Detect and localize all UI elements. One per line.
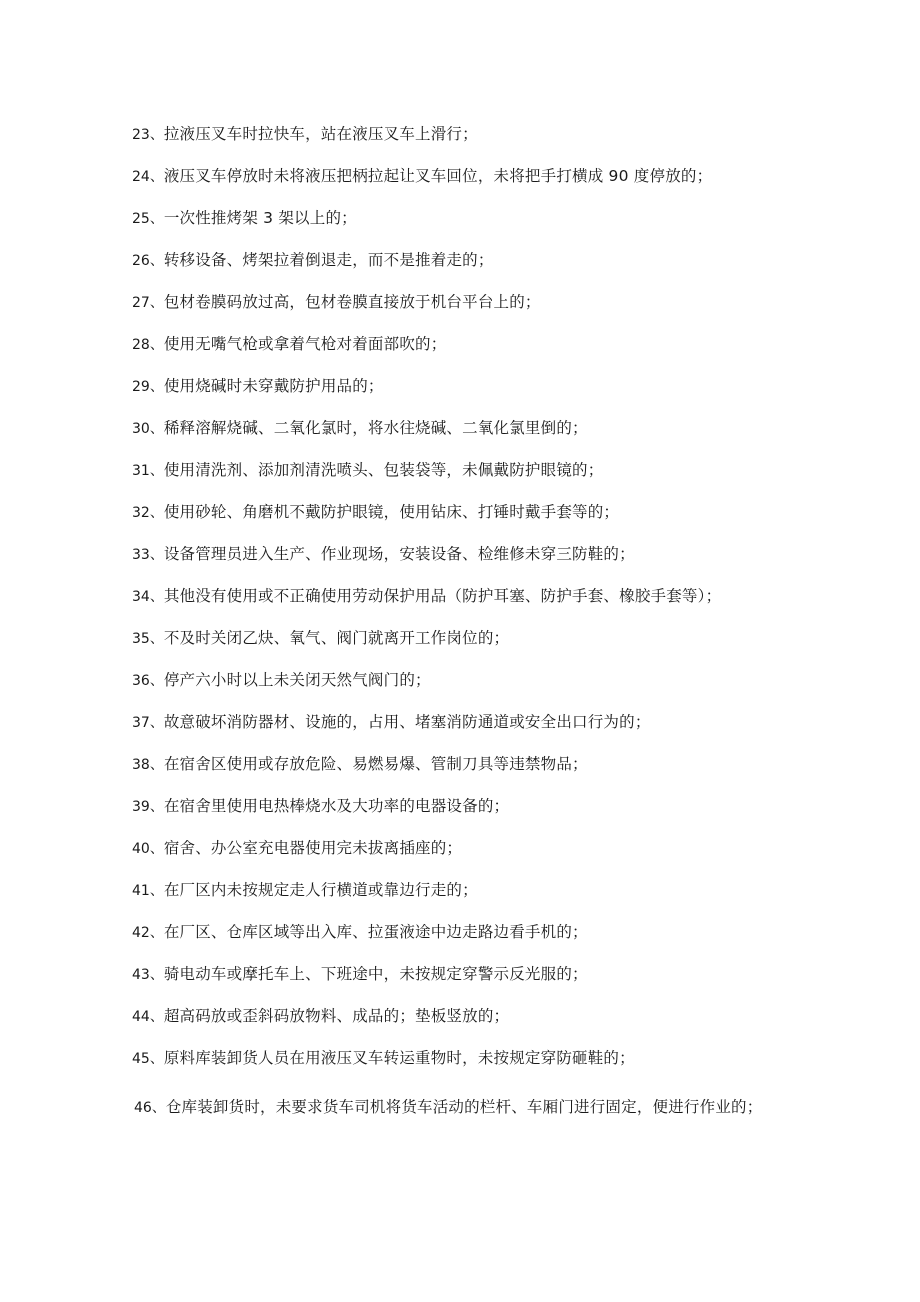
item-number: 35、 [132, 631, 164, 647]
list-item [0, 412, 920, 454]
item-text: 原料库装卸货人员在用液压叉车转运重物时，未按规定穿防砸鞋的； [163, 1049, 635, 1067]
item-number: 44、 [132, 1009, 164, 1025]
list-item [0, 748, 920, 790]
item-number: 42、 [132, 925, 164, 941]
list-item [0, 328, 920, 370]
item-text: 使用清洗剂、添加剂清洗喷头、包装袋等，未佩戴防护眼镜的； [163, 461, 604, 479]
item-text: 使用无嘴气枪或拿着气枪对着面部吹的； [163, 335, 447, 353]
list-item [0, 202, 920, 244]
list-item [0, 1042, 920, 1084]
list-item [0, 118, 920, 160]
item-text: 不及时关闭乙炔、氧气、阀门就离开工作岗位的； [163, 629, 510, 647]
item-number: 39、 [132, 799, 164, 815]
item-number: 25、 [132, 211, 164, 227]
item-text: 超高码放或歪斜码放物料、成品的；垫板竖放的； [163, 1007, 510, 1025]
item-text: 仓库装卸货时，未要求货车司机将货车活动的栏杆、车厢门进行固定，便进行作业的； [165, 1098, 763, 1116]
item-number: 45、 [132, 1051, 164, 1067]
item-text: 在宿舍里使用电热棒烧水及大功率的电器设备的； [163, 797, 510, 815]
list-item [0, 454, 920, 496]
item-text: 在厂区、仓库区域等出入库、拉蛋液途中边走路边看手机的； [163, 923, 588, 941]
item-number: 26、 [132, 253, 164, 269]
list-item [0, 874, 920, 916]
item-text: 一次性推烤架 3 架以上的； [163, 209, 357, 227]
item-text: 使用砂轮、角磨机不戴防护眼镜，使用钻床、打锤时戴手套等的； [163, 503, 620, 521]
item-number: 40、 [132, 841, 164, 857]
item-text: 拉液压叉车时拉快车，站在液压叉车上滑行； [163, 125, 478, 143]
item-text: 停产六小时以上未关闭天然气阀门的； [163, 671, 431, 689]
item-number: 24、 [132, 169, 164, 185]
list-item [0, 244, 920, 286]
item-number: 29、 [132, 379, 164, 395]
list-item [0, 286, 920, 328]
list-item [0, 1000, 920, 1042]
item-text: 稀释溶解烧碱、二氧化氯时，将水往烧碱、二氧化氯里倒的； [163, 419, 588, 437]
item-number: 43、 [132, 967, 164, 983]
item-text: 其他没有使用或不正确使用劳动保护用品（防护耳塞、防护手套、橡胶手套等）； [163, 587, 722, 605]
list-item [0, 496, 920, 538]
list-item [0, 958, 920, 1000]
rules-list [0, 118, 920, 1129]
item-number: 38、 [132, 757, 164, 773]
list-item [0, 790, 920, 832]
list-item [0, 832, 920, 874]
item-number: 36、 [132, 673, 164, 689]
list-item [0, 1086, 920, 1129]
item-text: 液压叉车停放时未将液压把柄拉起让叉车回位，未将把手打横成 90 度停放的； [163, 167, 713, 185]
list-item [0, 706, 920, 748]
item-number: 30、 [132, 421, 164, 437]
list-item [0, 664, 920, 706]
item-number: 23、 [132, 127, 164, 143]
list-item [0, 160, 920, 202]
item-text: 包材卷膜码放过高，包材卷膜直接放于机台平台上的； [163, 293, 541, 311]
item-number: 41、 [132, 883, 164, 899]
item-number: 33、 [132, 547, 164, 563]
list-item [0, 580, 920, 622]
item-text: 骑电动车或摩托车上、下班途中，未按规定穿警示反光服的； [163, 965, 588, 983]
item-text: 在厂区内未按规定走人行横道或靠边行走的； [163, 881, 478, 899]
item-text: 故意破坏消防器材、设施的，占用、堵塞消防通道或安全出口行为的； [163, 713, 651, 731]
item-number: 32、 [132, 505, 164, 521]
list-item [0, 538, 920, 580]
item-number: 27、 [132, 295, 164, 311]
item-number: 46、 [134, 1100, 166, 1116]
item-text: 在宿舍区使用或存放危险、易燃易爆、管制刀具等违禁物品； [163, 755, 588, 773]
list-item [0, 916, 920, 958]
item-text: 使用烧碱时未穿戴防护用品的； [163, 377, 384, 395]
item-number: 28、 [132, 337, 164, 353]
item-number: 37、 [132, 715, 164, 731]
list-item [0, 370, 920, 412]
item-text: 转移设备、烤架拉着倒退走，而不是推着走的； [163, 251, 494, 269]
item-number: 34、 [132, 589, 164, 605]
item-number: 31、 [132, 463, 164, 479]
item-text: 宿舍、办公室充电器使用完未拔离插座的； [163, 839, 463, 857]
item-text: 设备管理员进入生产、作业现场，安装设备、检维修未穿三防鞋的； [163, 545, 635, 563]
list-item [0, 622, 920, 664]
